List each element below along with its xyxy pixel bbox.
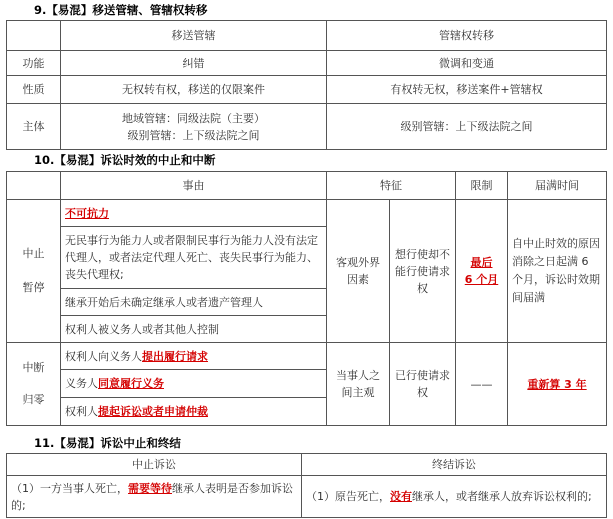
interrupt-sublabel: 归零: [22, 393, 45, 406]
suspend-expiry: 自中止时效的原因消除之日起满 6 个月，诉讼时效期间届满: [508, 200, 607, 343]
header-cell-limit: 限制: [456, 172, 508, 200]
force-majeure-text: 不可抗力: [65, 206, 109, 220]
suspend-death-pre: （1）一方当事人死亡，: [11, 481, 128, 495]
cell-terminate-death: [302, 476, 607, 518]
section-11-title: 11.【易混】诉讼中止和终结: [34, 436, 181, 450]
suspend-label: 中止: [22, 247, 45, 260]
table-row: [7, 21, 607, 51]
suspend-limit2: 6 个月: [464, 273, 499, 286]
header-cell-suspend-litigation: 中止诉讼: [7, 454, 302, 476]
table-row: [7, 172, 607, 200]
interrupt-item-sue-pre: 权利人: [65, 405, 98, 418]
suspend-item-force-majeure: [61, 200, 327, 227]
cell-function-a: 纠错: [61, 51, 327, 76]
interrupt-item-sue: [61, 398, 327, 426]
interrupt-label: 中断: [22, 361, 45, 374]
interrupt-item-agree-pre: 义务人: [65, 377, 98, 390]
cell-nature-a: 无权转有权，移送的仅限案件: [61, 76, 327, 104]
table-row: [7, 200, 607, 227]
header-cell-blank: [7, 172, 61, 200]
table-row: [7, 454, 607, 476]
table-row: [7, 476, 607, 518]
table-row: [7, 343, 607, 370]
cell-function-b: 微调和变通: [327, 51, 607, 76]
interrupt-item-sue-hl: 提起诉讼或者申请仲裁: [98, 405, 208, 418]
table-limitation-suspension: [6, 171, 607, 426]
suspend-feature2: 想行使却不能行使请求权: [390, 200, 456, 343]
section-9-title: 9.【易混】移送管辖、管辖权转移: [34, 3, 208, 17]
interrupt-feature1: 当事人之间主观: [327, 343, 390, 426]
interrupt-item-agree-hl: 同意履行义务: [98, 377, 164, 390]
cell-nature-b: 有权转无权，移送案件+管辖权: [327, 76, 607, 104]
header-cell-terminate-litigation: 终结诉讼: [302, 454, 607, 476]
suspend-sublabel: 暂停: [22, 281, 45, 294]
row-label-nature: 性质: [7, 76, 61, 104]
subject-a-line1: 地域管辖：同级法院（主要）: [122, 111, 265, 125]
table-transfer-jurisdiction: [6, 20, 607, 150]
suspend-item-controlled: 权利人被义务人或者其他人控制: [61, 316, 327, 343]
interrupt-item-agree: [61, 370, 327, 398]
suspend-death-hl: 需要等待: [128, 481, 172, 495]
suspend-item-no-agent: 无民事行为能力人或者限制民事行为能力人没有法定代理人，或者法定代理人死亡、丧失民事行为能力、丧失代理权;: [61, 227, 327, 289]
suspend-item-inheritance: 继承开始后未确定继承人或者遗产管理人: [61, 289, 327, 316]
header-cell-empty: [7, 21, 61, 51]
row-label-function: 功能: [7, 51, 61, 76]
subject-a-line2: 级别管辖：上下级法院之间: [127, 128, 260, 142]
row-label-subject: 主体: [7, 104, 61, 150]
interrupt-feature2: 已行使请求权: [390, 343, 456, 426]
interrupt-item-request-hl: 提出履行请求: [142, 349, 208, 363]
table-litigation-suspension: [6, 453, 607, 518]
interrupt-item-request: [61, 343, 327, 370]
cell-subject-a: [61, 104, 327, 150]
suspend-limit-cell: [456, 200, 508, 343]
table-row: [7, 51, 607, 76]
header-cell-expiry: 届满时间: [508, 172, 607, 200]
interrupt-item-request-pre: 权利人向义务人: [65, 349, 142, 363]
terminate-death-pre: （1）原告死亡，: [306, 490, 390, 503]
header-cell-transfer: 移送管辖: [61, 21, 327, 51]
section-10-title: 10.【易混】诉讼时效的中止和中断: [34, 153, 216, 167]
suspend-label-cell: [7, 200, 61, 343]
table-row: [7, 76, 607, 104]
interrupt-label-cell: [7, 343, 61, 426]
header-cell-feature: 特征: [327, 172, 456, 200]
suspend-limit1: 最后: [470, 256, 493, 269]
terminate-death-hl: 没有: [390, 490, 412, 503]
suspend-feature1: 客观外界因素: [327, 200, 390, 343]
cell-suspend-death: [7, 476, 302, 518]
terminate-death-post: 继承人，或者继承人放弃诉讼权利的;: [412, 490, 592, 503]
interrupt-limit: ——: [456, 343, 508, 426]
header-cell-cause: 事由: [61, 172, 327, 200]
header-cell-jurisdiction-transfer: 管辖权转移: [327, 21, 607, 51]
suspend-death-post: 继承人表明是否参加诉讼的;: [11, 481, 293, 512]
table-row: [7, 104, 607, 150]
interrupt-expiry-cell: [508, 343, 607, 426]
interrupt-expiry: 重新算 3 年: [527, 377, 587, 391]
cell-subject-b: 级别管辖：上下级法院之间: [327, 104, 607, 150]
